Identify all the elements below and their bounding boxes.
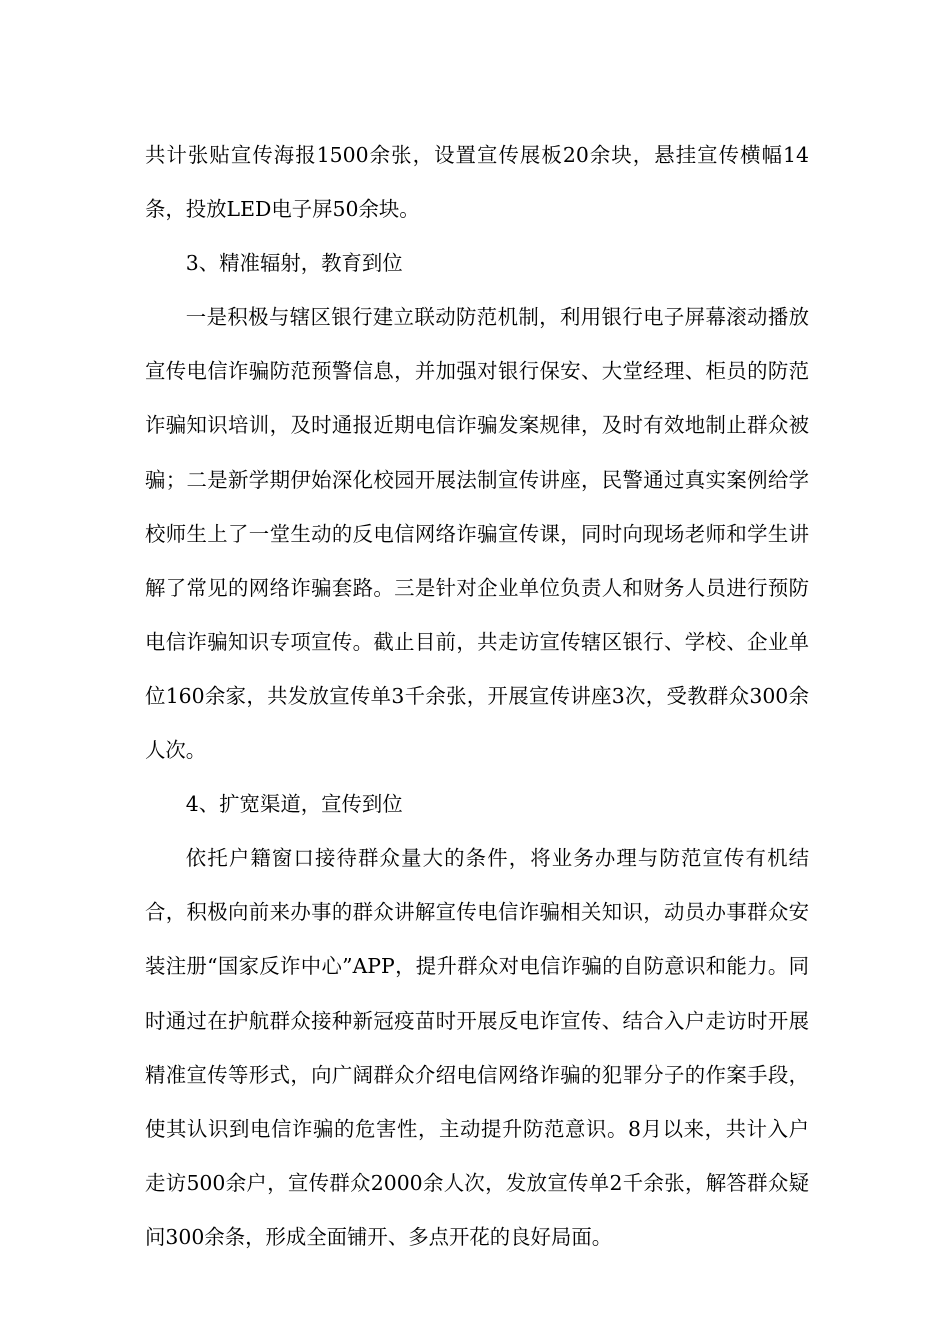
paragraph-bank-school-enterprise: 一是积极与辖区银行建立联动防范机制，利用银行电子屏幕滚动播放宣传电信诈骗防范预警信息，并加强对银行保安、大堂经理、柜员的防范诈骗知识培训，及时通报近期电信诈骗发案规律，及时有效地制止群众被骗；二是新学期伊始深化校园开展法制宣传讲座，民警通过真实案例给学校师生上了一堂生动的反电信网络诈骗宣传课，同时向现场老师和学生讲解了常见的网络诈骗套路。三是针对企业单位负责人和财务人员进行预防电信诈骗知识专项宣传。截止目前，共走访宣传辖区银行、学校、企业单位160余家，共发放宣传单3千余张，开展宣传讲座3次，受教群众300余人次。 bbox=[145, 305, 809, 763]
paragraph-continuation: 共计张贴宣传海报1500余张，设置宣传展板20余块，悬挂宣传横幅14条，投放LED电子屏50余块。 bbox=[145, 143, 809, 222]
section-heading-3: 3、精准辐射，教育到位 bbox=[185, 251, 403, 276]
paragraph-household-window: 依托户籍窗口接待群众量大的条件，将业务办理与防范宣传有机结合，积极向前来办事的群众讲解宣传电信诈骗相关知识，动员办事群众安装注册“国家反诈中心”APP，提升群众对电信诈骗的自防意识和能力。同时通过在护航群众接种新冠疫苗时开展反电诈宣传、结合入户走访时开展精准宣传等形式，向广阔群众介绍电信网络诈骗的犯罪分子的作案手段，使其认识到电信诈骗的危害性，主动提升防范意识。8月以来，共计入户走访500余户，宣传群众2000余人次，发放宣传单2千余张，解答群众疑问300余条，形成全面铺开、多点开花的良好局面。 bbox=[145, 846, 809, 1249]
section-heading-4: 4、扩宽渠道，宣传到位 bbox=[185, 792, 403, 817]
document-body bbox=[145, 128, 809, 1264]
